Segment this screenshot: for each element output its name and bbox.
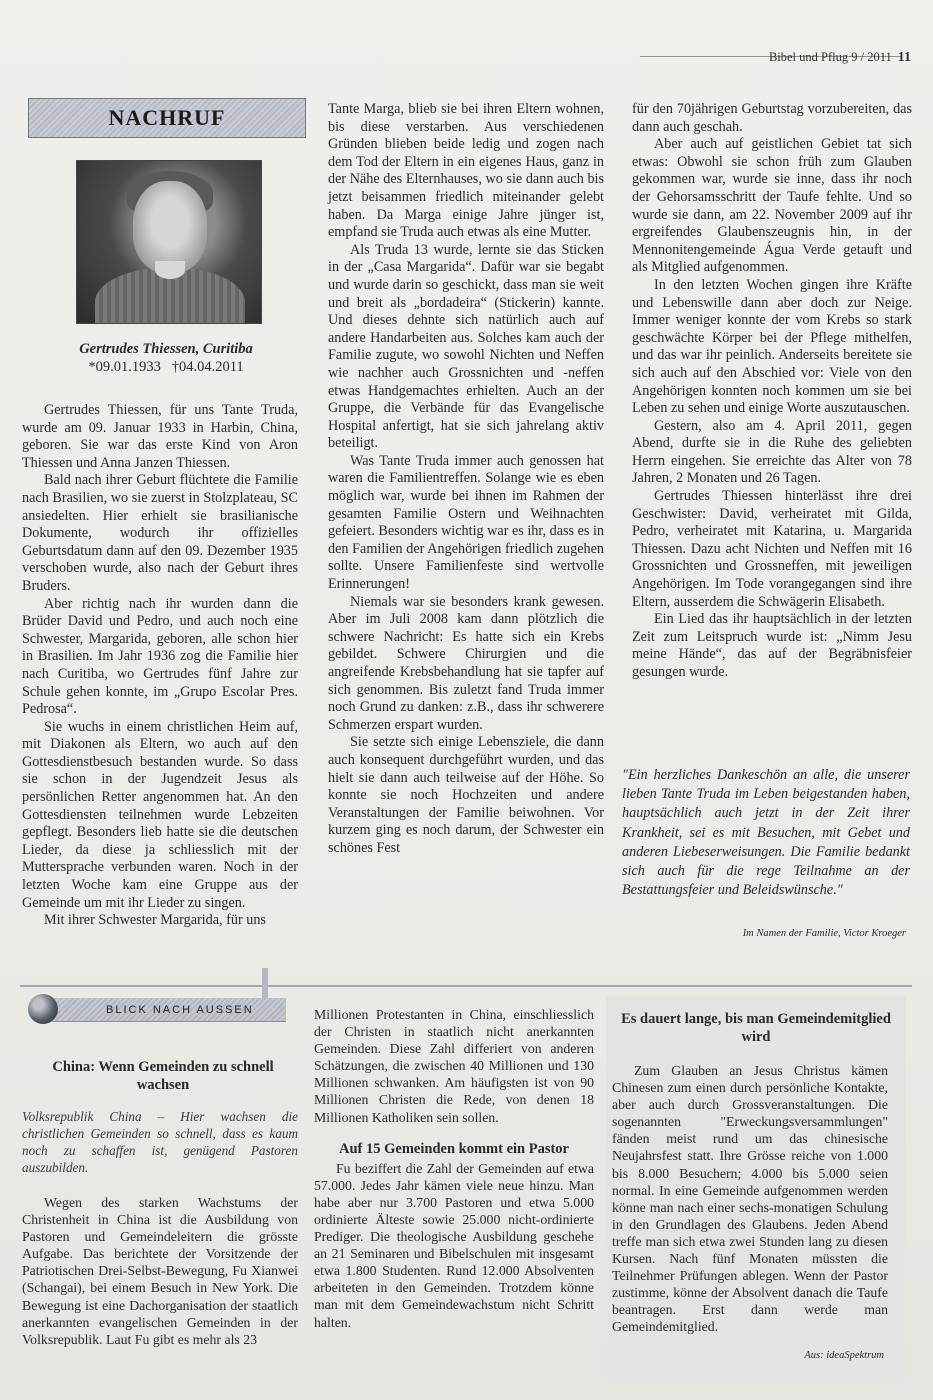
paragraph: für den 70jährigen Geburtstag vorzubereiten, das dann auch geschah.	[632, 101, 912, 135]
paragraph: Ein Lied das ihr hauptsächlich in der letzten Zeit zum Leitspruch wurde ist: „Nimm Jesu meine Hände“, das auf der Begräbnisfeier gesungen wurde.	[632, 611, 912, 680]
obituary-column-1	[22, 402, 298, 930]
china-article-lead: Volksrepublik China – Hier wachsen die christlichen Gemeinden so schnell, dass es kaum noch zu schaffen ist, genügend Pastoren auszubilden.	[22, 1109, 298, 1175]
china-column-1	[22, 1194, 298, 1348]
paragraph: Sie setzte sich einige Lebensziele, die dann auch konsequent durchgeführt wurden, und das hielt sie dann auch teilweise auf der Höhe. So konnte sie noch Hochzeiten und andere Veranstaltungen der Familie beiwohnen. Vor kurzem ging es noch darum, der Schwester ein schönes Fest	[328, 734, 604, 856]
paragraph: Fu beziffert die Zahl der Gemeinden auf etwa 57.000. Jedes Jahr kämen viele neue hinzu. Man habe aber nur 3.700 Pastoren und etwa 5.000 ordinierte Älteste sowie 25.000 nicht-ordinierte Prediger. Die theologische Ausbildung geschehe an 21 Seminaren und Bibelschulen mit insgesamt etwa 1.800 Studenten. Rund 12.000 Absolventen arbeiteten in den Gemeinden. Trotzdem könne man mit dem Gemeindewachstum nicht Schritt halten.	[314, 1160, 594, 1330]
page-number: 11	[897, 50, 911, 65]
running-header	[769, 50, 911, 66]
globe-icon	[28, 994, 58, 1024]
obituary-column-2	[328, 101, 604, 858]
paragraph: Sie wuchs in einem christlichen Heim auf, mit Diakonen als Eltern, wo auch auf den Gottesdienstbesuch bestanden wurde. So dass sie schon in der Jugendzeit Jesus als persönlichen Retter angenommen hat. An den Gottesdiensten teilnehmen wurde Lebzeiten gepflegt. Besonders lieb hatte sie die deutschen Lieder, da diese ja schliesslich mit der Muttersprache verbunden waren. Noch in der letzten Woche kam eine Gruppe aus der Gemeinde um mit ihr Lieder zu singen.	[22, 718, 298, 911]
paragraph: Tante Marga, blieb sie bei ihren Eltern wohnen, bis diese verstarben. Aus verschiedenen Gründen blieben beide ledig und zogen nach dem Tod der Eltern in ein eigenes Haus, ganz in der Nähe des Elternhauses, wo sie dann auch bis jetzt beisammen friedlich miteinander gelebt haben. Da Marga einige Jahre jünger ist, empfand sie Truda auch etwas als eine Mutter.	[328, 101, 604, 241]
obituary-heading: NACHRUF	[108, 105, 226, 130]
sidebox-title: Es dauert lange, bis man Gemeindemitglied wird	[621, 1011, 891, 1045]
paragraph: Was Tante Truda immer auch genossen hat waren die Familientreffen. Solange wie es eben möglich war, wurde bei ihnen im Rahmen der gesamten Familie Ostern und Weihnachten gefeiert. Besonders wichtig war es ihr, dass es in den Familien der Angehörigen friedlich zugehen sollte. Unsere Familienfeste sind wertvolle Erinnerungen!	[328, 452, 605, 593]
obituary-heading-box	[28, 98, 306, 138]
paragraph: Wegen des starken Wachstums der Christenheit in China ist die Ausbildung von Pastoren und Gemeindeleitern die grösste Aufgabe. Das berichtete der Vorsitzende der Patriotischen Drei-Selbst-Bewegung, Fu Xianwei (Schangai), bei einem Besuch in New York. Die Bewegung ist eine Dachorganisation der staatlich anerkannten evangelischen Gemeinden in der Volksrepublik. Laut Fu gibt es mehr als 23	[22, 1195, 298, 1347]
source-credit: Aus: ideaSpektrum	[804, 1350, 884, 1361]
paragraph: Niemals war sie besonders krank gewesen. Aber im Juli 2008 kam dann plötzlich die schwere Nachricht: Es hatte sich ein Krebs gebildet. Schwere Chirurgien und die angreifende Krebsbehandlung hat sie tapfer auf sich genommen. Bis zuletzt fand Truda immer noch Grund zu danken: z.B., dass ihr schwerere Schmerzen erspart wurden.	[328, 593, 604, 733]
paragraph: Als Truda 13 wurde, lernte sie das Sticken in der „Casa Margarida“. Dafür war sie begabt und wurde darin so geschickt, dass man sie weit und breit als „bordadeira“ (Stickerin) kannte. Und dieses dehnte sich natürlich auch auf andere Handarbeiten aus. Solches kam auch der Familie zugute, wo sowohl Nichten und Neffen wie nachher auch Grossnichten und -neffen etwas Handgemachtes erhielten. Auch an der Gruppe, die Verbände für das Evangelische Hospital anfertigt, hat sie sich jahrelang aktiv beteiligt.	[328, 241, 604, 452]
paragraph: Gestern, also am 4. April 2011, gegen Abend, durfte sie in die Ruhe des geliebten Herrn eingehen. Sie erreichte das Alter von 78 Jahren, 2 Monaten und 26 Tagen.	[632, 417, 912, 487]
portrait-photo	[76, 160, 262, 324]
paragraph: Zum Glauben an Jesus Christus kämen Chinesen zum einen durch persönliche Kontakte, aber auch durch Grossveranstaltungen. Die sogenannten "Erweckungsversammlungen" fänden meist rund um das chinesische Neujahrsfest statt. Ihre Grösse reiche von 1.000 bis 8.000 Besuchern; 4.000 bis 5.000 seien normal. In eine Gemeinde aufgenommen werden könne man nach einer sechs-monatigen Schulung in den Grundlagen des Glaubens. Jeden Abend treffe man sich etwa zwei Stunden lang zu diesen Kursen. Nach fünf Monaten müssten die Teilnehmer Prüfungen ablegen. Wenn der Pastor zustimme, könne der Absolvent danach die Taufe beantragen. Erst dann werde man Gemeindemitglied.	[612, 1063, 888, 1335]
paragraph: Gertrudes Thiessen, für uns Tante Truda, wurde am 09. Januar 1933 in Harbin, China, geboren. Sie war das erste Kind von Aron Thiessen und Anna Janzen Thiessen.	[22, 402, 298, 471]
photo-caption	[28, 340, 304, 376]
china-subhead: Auf 15 Gemeinden kommt ein Pastor	[339, 1140, 569, 1157]
paragraph: Mit ihrer Schwester Margarida, für uns	[44, 912, 266, 929]
paragraph: Aber auch auf geistlichen Gebiet tat sich etwas: Obwohl sie schon früh zum Glauben gekommen war, wurde sie inne, dass ihr noch der Gehorsamsschritt der Taufe fehlte. Und so wurde sie dann, am 22. November 2009 auf ihr ergreifendes Glaubenszeugnis hin, in der Mennonitengemeinde Água Verde getauft und als Mitglied aufgenommen.	[632, 136, 912, 276]
thanks-quote: "Ein herzliches Dankeschön an alle, die unserer lieben Tante Truda im Leben beigestanden haben, hauptsächlich auch jetzt in der Zeit ihrer Krankheit, sei es mit Besuchen, mit Gebet und anderen Liebeserweisungen. Die Familie bedankt sich auch für die rege Teilnahme an der Bestattungsfeier und Beleidswünsche."	[622, 767, 910, 899]
china-article-title: China: Wenn Gemeinden zu schnell wachsen	[52, 1059, 274, 1093]
blick-nach-aussen-banner	[28, 994, 286, 1028]
paragraph: Millionen Protestanten in China, einschliesslich der Christen in staatlich nicht anerkannten Gemeinden. Diese Zahl differiert von anderen Schätzungen, die zwischen 40 Millionen und 130 Millionen schwanken. Am häufigsten ist von 90 Millionen Christen die Rede, von denen 18 Millionen Katholiken sein sollen.	[314, 1007, 594, 1125]
sidebox-text	[612, 1062, 888, 1336]
caption-name: Gertrudes Thiessen, Curitiba	[79, 341, 253, 357]
paragraph: Aber richtig nach ihr wurden dann die Brüder David und Pedro, und auch noch eine Schwester, Margarida, geboren, alle schon hier in Brasilien. Im Jahr 1936 zog die Familie hier nach Curitiba, wo Gertrudes fünf Jahre zur Schule gehen konnte, im „Grupo Escolar Pres. Pedrosa“.	[22, 595, 298, 718]
publication-name: Bibel und Pflug 9 / 2011	[768, 50, 892, 64]
paragraph: Gertrudes Thiessen hinterlässt ihre drei Geschwister: David, verheiratet mit Gilda, Pedro, verheiratet mit Katarina, u. Margarida Thiessen. Dazu acht Nichten und Neffen mit 16 Grossnichten und Grossneffen, mit jeweiligen Angehörigen. Im Tode vorangegangen sind ihre Eltern, ausserdem die Schwägerin Elisabeth.	[632, 488, 912, 610]
obituary-column-3	[632, 101, 912, 682]
caption-dates: *09.01.1933 †04.04.2011	[88, 359, 244, 375]
section-divider	[20, 985, 912, 987]
china-column-2	[314, 1006, 594, 1331]
family-signature: Im Namen der Familie, Victor Kroeger	[742, 928, 906, 939]
section-label: BLICK NACH AUSSEN	[106, 1003, 254, 1016]
paragraph: Bald nach ihrer Geburt flüchtete die Familie nach Brasilien, wo sie zuerst in Stolzplateau, SC ansiedelten. Hier erhielt sie brasilianische Dokumente, wodurch ihr offizielles Geburtsdatum dann auf den 09. Dezember 1935 verschoben wurde, also nach der Geburt ihres Bruders.	[22, 472, 298, 594]
paragraph: In den letzten Wochen gingen ihre Kräfte und Lebenswille dann aber doch zur Neige. Immer weniger konnte der vom Krebs so stark geschwächte Körper bei der Pflege mithelfen, und das war ihr peinlich. Anderseits bereitete sie sich auch auf den Abschied vor: Viele von den Angehörigen konnten noch kommen um sie bei Leben zu sehen und einige Worte auszutauschen.	[632, 276, 912, 417]
